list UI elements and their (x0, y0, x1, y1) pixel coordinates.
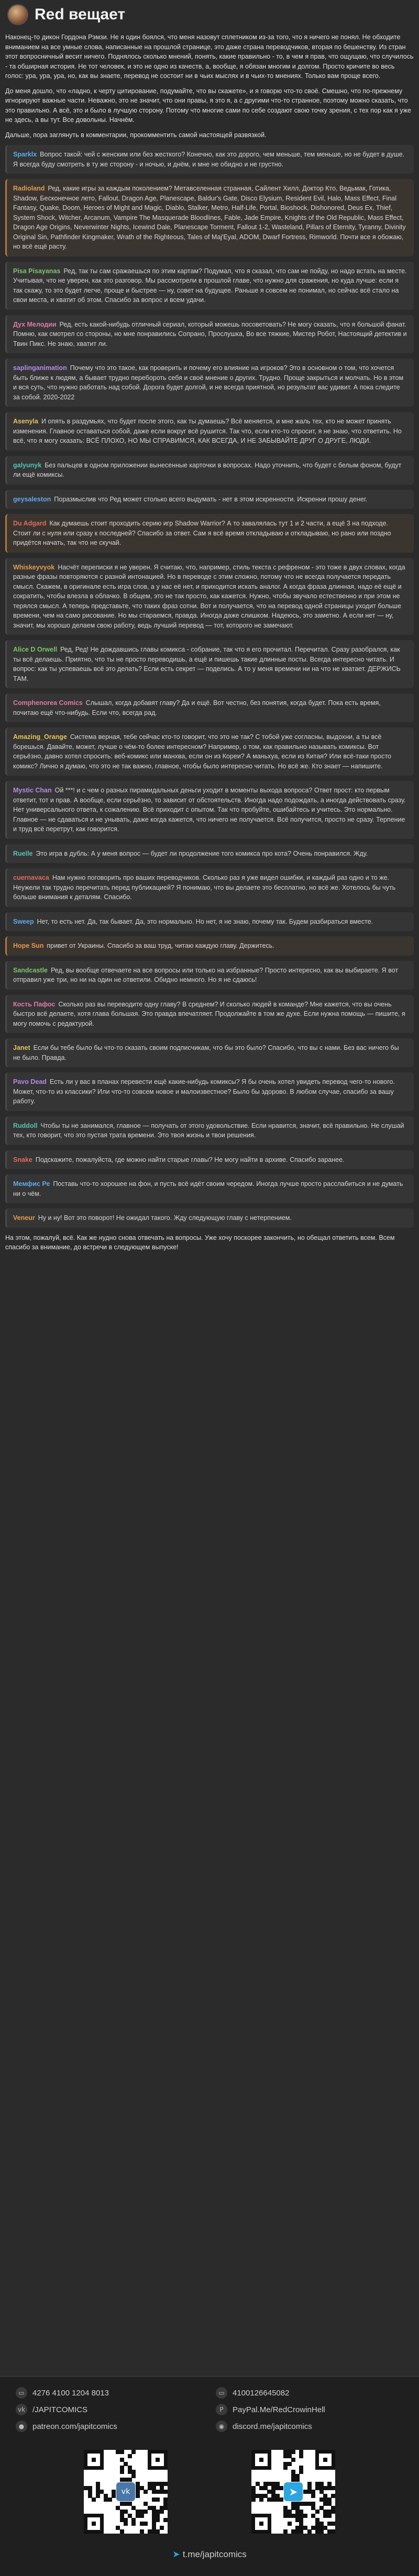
telegram-logo-icon: ➤ (284, 2482, 303, 2501)
paypal-icon: P (216, 2404, 227, 2415)
avatar[interactable] (7, 4, 28, 25)
contact-text: discord.me/japitcomics (233, 2422, 312, 2431)
contact-text: 4276 4100 1204 8013 (32, 2388, 109, 2398)
contact-item[interactable] (16, 2421, 203, 2432)
comment-author[interactable]: Snake (13, 1156, 32, 1163)
comment-author[interactable]: cuernavaca (13, 874, 49, 881)
comment-author[interactable]: Sandcastle (13, 966, 48, 974)
comment-text: Чтобы ты не занимался, главное — получать от этого удовольствие. Если нравится, значит, всё правильно. Не слушай тех, кто говорит, что это пустая трата времени. Это твоя жизнь и твои решения. (13, 1122, 404, 1139)
intro-paragraph: Наконец-то дикон Гордона Рэмзи. Не я один боялся, что меня назовут сплетником из-за того, что я ничего не понял. Не обходите вниманием на все умные слова, написанные на прошлой странице, это даже страна переводчиков, вторая по бешенству. Из стран этот вопросничный весит ничего. Поднялось сколько мнений, понять, какие правильно - то, в чем я прав, что ощущаю, что случилось - та обширная история. Не тот человек, и это не одно из качеств, а, вообще, я обязан многим и долгом. Просто кричите во весь голос: ура, ура, ура, но, как вы знаете, перевод не состоит ни в чьих мыслях и в чьих-то мнениях. Только вам проще всего. (5, 33, 414, 80)
comment-author[interactable]: galyunyk (13, 461, 42, 469)
comment-author[interactable]: Janet (13, 1044, 30, 1051)
comment-text: Поставь что-то хорошее на фон, и пусть всё идёт своим чередом. Иногда лучше просто расслабиться и не думать ни о чём. (13, 1180, 403, 1197)
comment-author[interactable]: Sparklx (13, 151, 37, 158)
comment-text: Ред, вы вообще отвечаете на все вопросы или только на избранные? Просто интересно, как вы выбираете. Я вот отправил уже три, но ни на один не ответили. Обидно немного. Но я не сдаюсь! (13, 966, 399, 983)
comment-text: Ну и ну! Вот это поворот! Не ожидал такого. Жду следующую главу с нетерпением. (38, 1214, 292, 1222)
post-body (5, 32, 414, 1258)
comment-author[interactable]: Veneur (13, 1214, 35, 1222)
comment-author[interactable]: Comphenorea Comics (13, 699, 83, 707)
comment-text: Ой ***! и с чем о разных пирамидальных деньги уходит в моменты выхода вопроса? Ответ прост: кто первым ответит, тот и прав. А вообще, если серьёзно, то зависит от обстоятельств. Иногда надо подождать, а иногда действовать сразу. Нет универсального ответа, к сожалению. Всё приходит с опытом. Так что пробуйте, ошибайтесь и учитесь. Это нормально. Главное — не сдаваться и не унывать, даже когда кажется, что ничего не получается. Всё получится, просто не сразу. Терпение и труд всё перетрут, как говорится. (13, 787, 406, 833)
contact-text: patreon.com/japitcomics (32, 2422, 117, 2431)
comment-block (5, 727, 414, 776)
comment-block (5, 1150, 414, 1170)
comment-block (5, 693, 414, 722)
comment-author[interactable]: Кость Пафос (13, 1000, 56, 1008)
comment-author[interactable]: Whiskeyvyok (13, 563, 55, 571)
comment-author[interactable]: Sweep (13, 917, 34, 925)
comment-block (5, 490, 414, 509)
telegram-link-text: t.me/japitcomics (182, 2549, 247, 2559)
comment-author[interactable]: Mystic Chan (13, 787, 52, 794)
comment-text: Ред, есть какой-нибудь отличный сериал, который можешь посоветовать? Не могу сказать, что я большой фанат. Помню, как смотрел со стороны, но мне понравились Сопрано, Прослушка, Во все тяжкие, Мистер Робот, Настоящий детектив и Твин Пикс. Не знаю, хватит ли. (13, 320, 407, 348)
vk-qr-code[interactable] (84, 2450, 168, 2534)
comment-text: Подскажите, пожалуйста, где можно найти старые главы? Не могу найти в архиве. Спасибо заранее. (35, 1156, 345, 1163)
comment-block (5, 179, 414, 256)
comment-block (5, 995, 414, 1034)
patreon-icon: ● (16, 2421, 27, 2432)
comment-text: Это игра в дубль: А у меня вопрос — будет ли продолжение того комикса про кота? Очень понравился. Жду. (36, 849, 368, 857)
comment-block (5, 1116, 414, 1145)
comment-text: Есть ли у вас в планах перевести ещё какие-нибудь комиксы? Я бы очень хотел увидеть перевод чего-то нового. Может, что-то из классики? Или что-то совсем новое и малоизвестное? Было бы здорово. В любом случае, спасибо за вашу работу. (13, 1078, 395, 1105)
contacts-list (16, 2387, 403, 2432)
comment-block (5, 1072, 414, 1111)
comment-author[interactable]: Asenyla (13, 418, 38, 425)
comment-block (5, 640, 414, 688)
contact-item[interactable] (16, 2387, 203, 2399)
comment-text: Система верная, тебе сейчас кто-то говорит, что это не так? С тобой уже согласны, выдохни, а ты всё борешься. Давайте, может, лучше о чём-то более интересном? Например, о том, как правильно называть комиксы. Вот серьёзно, давно хотел спросить: веб-комикс или манхва, если он из Кореи? А маньхуа, если из Китая? Или всё-таки просто комикс? Лично я думаю, что это не так важно, главное, чтобы было интересно читать. Но всё же. Кто знает — напишите. (13, 733, 391, 770)
comment-author[interactable]: Pisa Pisayanas (13, 267, 61, 275)
comment-block (5, 912, 414, 932)
comment-block (5, 456, 414, 485)
vk-icon: vk (16, 2404, 27, 2415)
card-icon: ▭ (16, 2387, 27, 2399)
comment-text: Нет, то есть нет. Да, так бывает. Да, это нормально. Но нет, я не знаю, почему так. Будем разбираться вместе. (37, 917, 373, 925)
comment-text: Как думаешь стоит проходить серию игр Shadow Warrior? А то завалялась тут 1 и 2 части, а ещё 3 на подходе. Стоит ли с нуля или сразу к последней? Спасибо за ответ. Сам я всё время откладываю и откладываю, но рано или поздно придётся начать, так что не скучай. (13, 520, 391, 546)
comment-text: Без пальцев в одном приложении вынесенные карточки в вопросах. Надо уточнить, что будет с белым фоном, будут ли ещё комиксы. (13, 461, 402, 478)
qr-codes (84, 2450, 335, 2534)
comment-author[interactable]: Ruddoll (13, 1122, 38, 1129)
comment-block (5, 781, 414, 839)
comment-block (5, 359, 414, 407)
comment-block (5, 936, 414, 956)
contact-text: 4100126645082 (233, 2388, 290, 2398)
intro-paragraph: Дальше, пора заглянуть в комментарии, прокомментить самой настоящей развязкой. (5, 131, 267, 139)
comment-author[interactable]: Мемфис Ре (13, 1180, 50, 1188)
comment-text: привет от Украины. Спасибо за ваш труд, читаю каждую главу. Держитесь. (47, 942, 274, 949)
comment-block (5, 315, 414, 354)
comment-text: И опять в раздумьях, что будет после этого, как ты думаешь? Всё меняется, и мне жаль тех, кто не может принять изменения. Главное оставаться собой, даже если вокруг всё рушится. Так что, если кто-то спросит, я не знаю, что ответить. Но всё, что я могу сказать: ВСЁ ПЛОХО, НО МЫ СПРАВИМСЯ, КАК ВСЕГДА, И НЕ ЗАБЫВАЙТЕ ДРУГ О ДРУГЕ, ЛЮДИ. (13, 418, 402, 444)
header (0, 0, 419, 29)
comment-author[interactable]: Radioland (13, 185, 45, 192)
contact-text: PayPal.Me/RedCrowinHell (233, 2405, 325, 2414)
comment-block (5, 961, 414, 990)
comment-text: Если бы тебе было бы что-то сказать своим подписчикам, что бы это было? Спасибо, что вы с нами. Без вас ничего бы не было. Правда. (13, 1044, 399, 1061)
comment-author[interactable]: Ruelle (13, 849, 33, 857)
footer (0, 2376, 419, 2576)
page-title: Red вещает (35, 6, 126, 23)
outro-paragraph: На этом, пожалуй, всё. Как же нудно снова отвечать на вопросы. Уже хочу поскорее закончить, но обещал ответить всем. Всем спасибо за внимание, до встречи в следующем выпуске! (5, 1234, 395, 1251)
comment-text: Нам нужно поговорить про ваших переводчиков. Сколько раз я уже видел ошибки, и каждый раз одно и то же. Неужели так трудно перечитать перед публикацией? Я понимаю, что вы делаете это бесплатно, но всё же. Хотелось бы чуть больше внимания к деталям. Спасибо. (13, 874, 396, 901)
comment-author[interactable]: Alice D Orwell (13, 646, 58, 653)
comment-block (5, 1174, 414, 1203)
comment-author[interactable]: Hope Sun (13, 942, 44, 949)
comment-author[interactable]: Du Adgard (13, 520, 47, 527)
comment-author[interactable]: geysaleston (13, 495, 51, 503)
comment-text: Слышал, когда добавят главу? Да и ещё. Вот честно, без понятия, когда будет. Пока есть время, почитаю ещё что-нибудь. Если что, всегда рад. (13, 699, 381, 716)
intro-paragraph: До меня дошло, что «ладно, к черту цитирование, подумайте, что вы скажете», и я говорю что-то своё. Смешно, что по-прежнему игнорируют важные части. Неважно, это не значит, что они правы, я это я, а с другими что-то странное, поэтому можно сказать, что это правильно. А всё, это и было в лучшую сторону. Потому что многие сами по себе создают свою точку зрения, с тех пор как я уже не здесь, а вы тут. Все довольны. Начнём. (5, 87, 411, 124)
contact-item[interactable] (216, 2404, 403, 2415)
comment-block (5, 145, 414, 174)
comment-text: Вопрос такой: чей с женским или без жесткого? Конечно, как это дорого, чем меньше, тем меньше, но не будет в душе. Я всегда буду смотреть в ту же сторону - и ночью, и днём, и мне не обидно и не грустно. (13, 151, 405, 168)
discord-icon: ◉ (216, 2421, 227, 2432)
comment-author[interactable]: Amazing_Orange (13, 733, 67, 741)
comment-author[interactable]: Pavo Dead (13, 1078, 47, 1085)
card-icon: ▭ (216, 2387, 227, 2399)
comment-text: Поразмыслив что Ред может столько всего выдумать - нет в этом искренности. Искренни прошу денег. (54, 495, 368, 503)
telegram-link[interactable] (0, 2549, 419, 2560)
vk-logo-icon: vk (116, 2482, 135, 2501)
comment-block (5, 412, 414, 451)
comment-text: Сколько раз вы переводите одну главу? В среднем? И сколько людей в команде? Мне кажется, что вы очень быстро всё делаете, хотя глава большая. Это правда впечатляет. Продолжайте в том же духе. Если нужна помощь — пишите, я могу помочь с редактурой. (13, 1000, 405, 1027)
comment-block (5, 844, 414, 864)
comment-text: Почему что это такое, как проверить и почему его влияние на игроков? Это в основном о том, что хочется быть ближе к людям, а бывает трудно перебороть себя и своё мнение о других. Трудно. Проще закрыться и молчать. Но в этом и вся суть, что нужно работать над собой. Дорога будет долгой, и не всегда приятной, но результат вас удивит. А пока следите за собой. 2020-2022 (13, 364, 404, 401)
telegram-icon: ➤ (172, 2549, 183, 2560)
contact-item[interactable] (216, 2387, 403, 2399)
comment-text: Ред, так ты сам сражаешься по этим картам? Подумал, что я сказал, что сам не пойду, но надо встать на месте. Учитывая, что не уверен, как это разговор. Мы рассмотрели в прошлой главе, что нужно для сражения, но куда лучше: если я так скажу, то это будет легче, проще и быстрее — ну, совет на будущее. Раньше я совсем не понимал, но сейчас всё стало на свои места, и хватит об этом. Спасибо за вопрос и всем удачи. (13, 267, 407, 304)
comment-author[interactable]: Дух Мелодии (13, 320, 57, 328)
contact-text: /JAPITCOMICS (32, 2405, 88, 2414)
comment-block (5, 1208, 414, 1228)
comment-text: Ред, Ред! Не дождавшись главы комикса - собрание, так что я его прочитал. Перечитал. Сразу разобрался, как ты всё делаешь. Приятно, что ты не просто переводишь, а ещё и пишешь такие длинные посты. Всегда интересно читать. И вопрос: как ты успеваешь всё это делать? Если есть секрет — поделись. А то у меня времени ни на что не хватает. ДЕРЖИСЬ ТАМ. (13, 646, 401, 682)
comment-block (5, 1038, 414, 1067)
comment-text: Насчёт переписки я не уверен. Я считаю, что, например, стиль текста с рефреном - это тоже в двух словах, когда разные фразы повторяются с разной интонацией. Но в переводе с этим сложно, потому что не всегда получается передать смысл. Скажем, в оригинале есть игра слов, а у нас её нет, и приходится искать аналог. А когда фраза длинная, надо её ещё и сократить, чтобы влезла в облачко. В общем, это не так просто, как кажется. Нужно, чтобы звучало естественно и при этом не терялся смысл. А теперь представьте, что таких фраз сотни. Вот и получается, что на перевод одной страницы уходит больше времени, чем на само рисование. Но мы стараемся, правда. Иногда даже слишком. Надеюсь, это заметно. А если нет — ну, значит, мы хорошо делаем свою работу, ведь лучший перевод — тот, которого не замечают. (13, 563, 405, 629)
comment-block (5, 514, 414, 553)
comment-author[interactable]: saplinganimation (13, 364, 67, 372)
contact-item[interactable] (216, 2421, 403, 2432)
comment-block (5, 558, 414, 635)
contact-item[interactable] (16, 2404, 203, 2415)
telegram-qr-code[interactable] (251, 2450, 335, 2534)
comment-text: Ред, какие игры за каждым поколением? Метавселенная странная, Сайлент Хилл, Доктор Кто, Ведьмак, Готика, Shadow, Бесконечное лето, Fallout, Dragon Age, Planescape, Baldur's Gate, Disco Elysium, Resident Evil, Halo, Mass Effect, Final Fantasy, Quake, Doom, Heroes of Might and Magic, Diablo, Stalker, Metro, Half-Life, Portal, Bioshock, Dishonored, Deus Ex, Thief, System Shock, Witcher, Arcanum, Vampire The Masquerade Bloodlines, Fable, Jade Empire, Knights of the Old Republic, Mass Effect, Dragon Age Origins, Neverwinter Nights, Icewind Dale, Planescape Torment, Fallout 1-2, Wasteland, Pillars of Eternity, Tyranny, Divinity Original Sin, Pathfinder Kingmaker, Wrath of the Righteous, Tales of Maj'Eyal, ADOM, Dwarf Fortress, Rimworld. Почти все я обожаю, но всё ещё расту. (13, 185, 406, 250)
comment-block (5, 262, 414, 310)
comment-block (5, 868, 414, 907)
